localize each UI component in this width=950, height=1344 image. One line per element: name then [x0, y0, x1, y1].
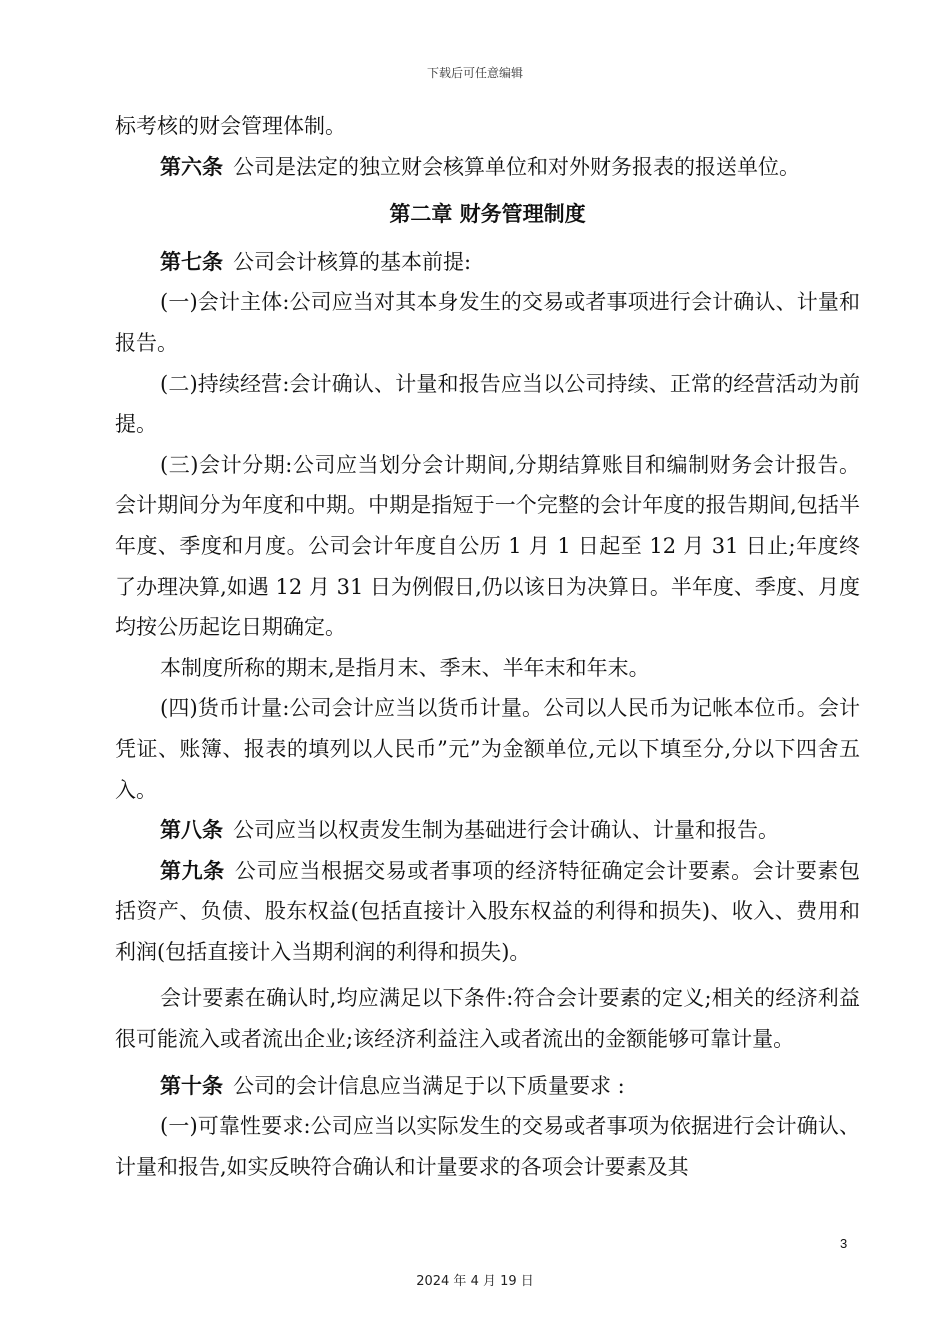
- article-6: [115, 147, 860, 188]
- item-accounting-period: (三)会计分期:公司应当划分会计期间,分期结算账目和编制财务会计报告。会计期间分为年度和中期。中期是指短于一个完整的会计年度的报告期间,包括半年度、季度和月度。公司会计年度自公历 1 月 1 日起至 12 月 31 日止;年度终了办理决算,如遇 12 月 31 日为例假日,仍以该日为决算日。半年度、季度、月度均按公历起讫日期确定。: [115, 452, 860, 640]
- paragraph-elements-recognition: 会计要素在确认时,均应满足以下条件:符合会计要素的定义;相关的经济利益很可能流入或者流出企业;该经济利益注入或者流出的金额能够可靠计量。: [115, 986, 860, 1052]
- article-10-label: 第十条: [160, 1073, 223, 1098]
- article-9-label: 第九条: [160, 858, 225, 883]
- article-7: [115, 242, 860, 283]
- article-7-text: 公司会计核算的基本前提:: [233, 249, 472, 274]
- article-10: [115, 1066, 860, 1107]
- item-reliability: (一)可靠性要求:公司应当以实际发生的交易或者事项为依据进行会计确认、计量和报告,如实反映符合确认和计量要求的各项会计要素及其: [115, 1114, 860, 1179]
- footer-date: 2024 年 4 月 19 日: [416, 1274, 534, 1289]
- article-9: [115, 851, 860, 973]
- article-8: [115, 810, 860, 851]
- article-8-label: 第八条: [160, 818, 223, 843]
- page-number: 3: [840, 1236, 848, 1251]
- article-10-text: 公司的会计信息应当满足于以下质量要求 :: [233, 1073, 625, 1098]
- paragraph-continuation: 标考核的财会管理体制。: [115, 114, 346, 138]
- article-9-text: 公司应当根据交易或者事项的经济特征确定会计要素。会计要素包括资产、负债、股东权益(包括直接计入股东权益的利得和损失)、收入、费用和利润(包括直接计入当期利润的利得和损失)。: [115, 858, 861, 964]
- paragraph-period-end: 本制度所称的期末,是指月末、季末、半年末和年末。: [160, 655, 650, 680]
- article-6-text: 公司是法定的独立财会核算单位和对外财务报表的报送单位。: [233, 154, 800, 179]
- chapter-title: 第二章 财务管理制度: [389, 202, 586, 227]
- item-going-concern: (二)持续经营:会计确认、计量和报告应当以公司持续、正常的经营活动为前提。: [115, 371, 860, 437]
- item-accounting-entity: (一)会计主体:公司应当对其本身发生的交易或者事项进行会计确认、计量和报告。: [115, 290, 860, 355]
- article-6-label: 第六条: [160, 154, 223, 179]
- article-8-text: 公司应当以权责发生制为基础进行会计确认、计量和报告。: [233, 818, 779, 843]
- item-monetary-measurement: (四)货币计量:公司会计应当以货币计量。公司以人民币为记帐本位币。会计凭证、账簿、报表的填列以人民币”元”为金额单位,元以下填至分,分以下四舍五入。: [115, 696, 860, 802]
- document-body: [115, 106, 860, 1187]
- article-7-label: 第七条: [160, 249, 223, 274]
- page-header: 下载后可任意编辑: [426, 66, 523, 80]
